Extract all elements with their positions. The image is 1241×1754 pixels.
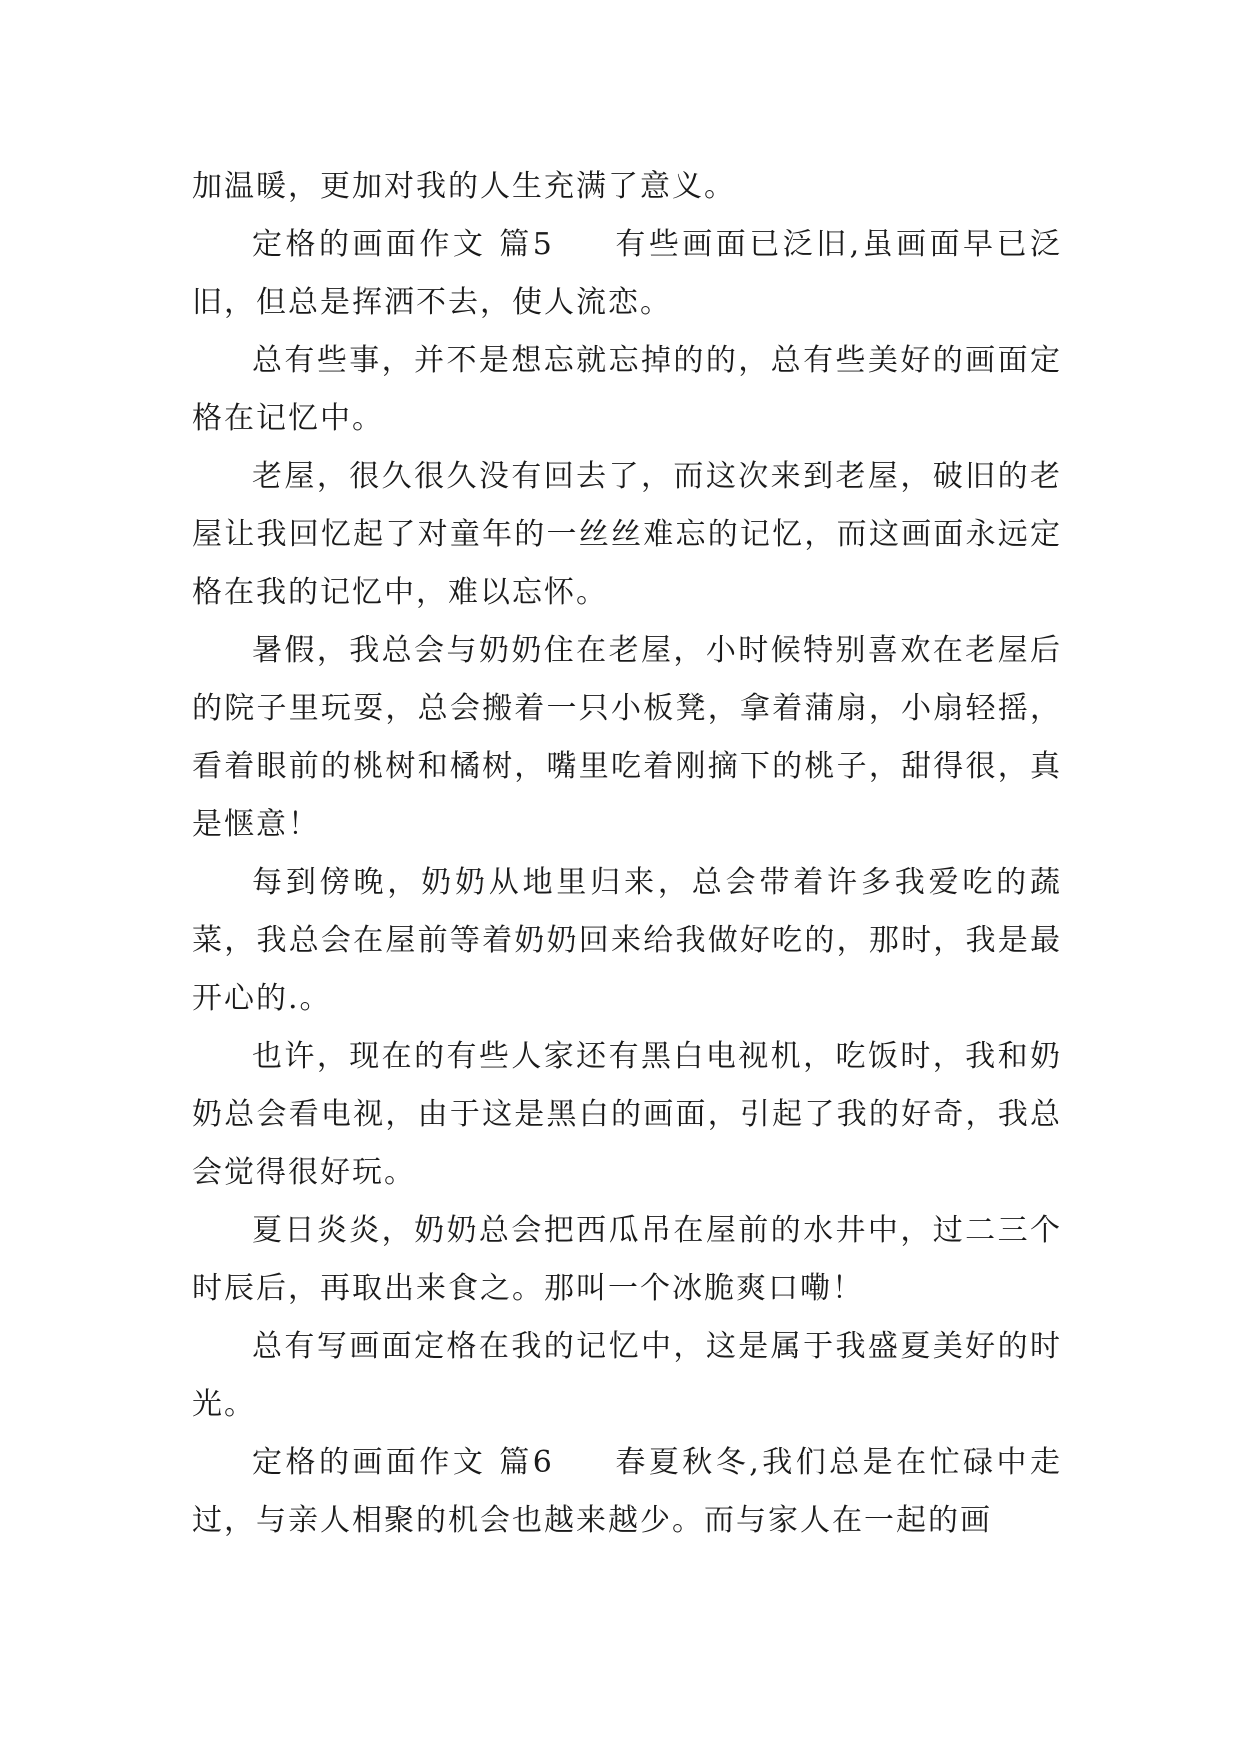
section-5-text: 有些画面已泛旧,虽画面早已泛旧，但总是挥洒不去，使人流恋。 (192, 227, 1063, 320)
section-5-title: 定格的画面作文 篇5 (252, 227, 554, 262)
paragraph-1: 加温暖，更加对我的人生充满了意义。 (192, 169, 736, 204)
paragraph-5: 暑假，我总会与奶奶住在老屋，小时候特别喜欢在老屋后的院子里玩耍，总会搬着一只小板凳，拿着蒲扇，小扇轻摇，看着眼前的桃树和橘树，嘴里吃着刚摘下的桃子，甜得很，真是惬意！ (192, 633, 1062, 842)
section-6-text: 春夏秋冬,我们总是在忙碌中走过，与亲人相聚的机会也越来越少。而与家人在一起的画 (192, 1445, 1063, 1538)
paragraph-9: 总有写画面定格在我的记忆中，这是属于我盛夏美好的时光。 (192, 1329, 1062, 1422)
document-body (192, 158, 1062, 1550)
section-5-paragraph (192, 216, 1062, 332)
paragraph-6: 每到傍晚，奶奶从地里归来，总会带着许多我爱吃的蔬菜，我总会在屋前等着奶奶回来给我做好吃的，那时，我是最开心的.。 (192, 865, 1062, 1016)
paragraph-8: 夏日炎炎，奶奶总会把西瓜吊在屋前的水井中，过二三个时辰后，再取出来食之。那叫一个冰脆爽口嘞！ (192, 1213, 1062, 1306)
paragraph-4: 老屋，很久很久没有回去了，而这次来到老屋，破旧的老屋让我回忆起了对童年的一丝丝难忘的记忆，而这画面永远定格在我的记忆中，难以忘怀。 (192, 459, 1062, 610)
paragraph-3: 总有些事，并不是想忘就忘掉的的，总有些美好的画面定格在记忆中。 (192, 343, 1062, 436)
section-6-title: 定格的画面作文 篇6 (252, 1445, 554, 1480)
section-6-paragraph (192, 1434, 1062, 1550)
paragraph-7: 也许，现在的有些人家还有黑白电视机，吃饭时，我和奶奶总会看电视，由于这是黑白的画面，引起了我的好奇，我总会觉得很好玩。 (192, 1039, 1062, 1190)
